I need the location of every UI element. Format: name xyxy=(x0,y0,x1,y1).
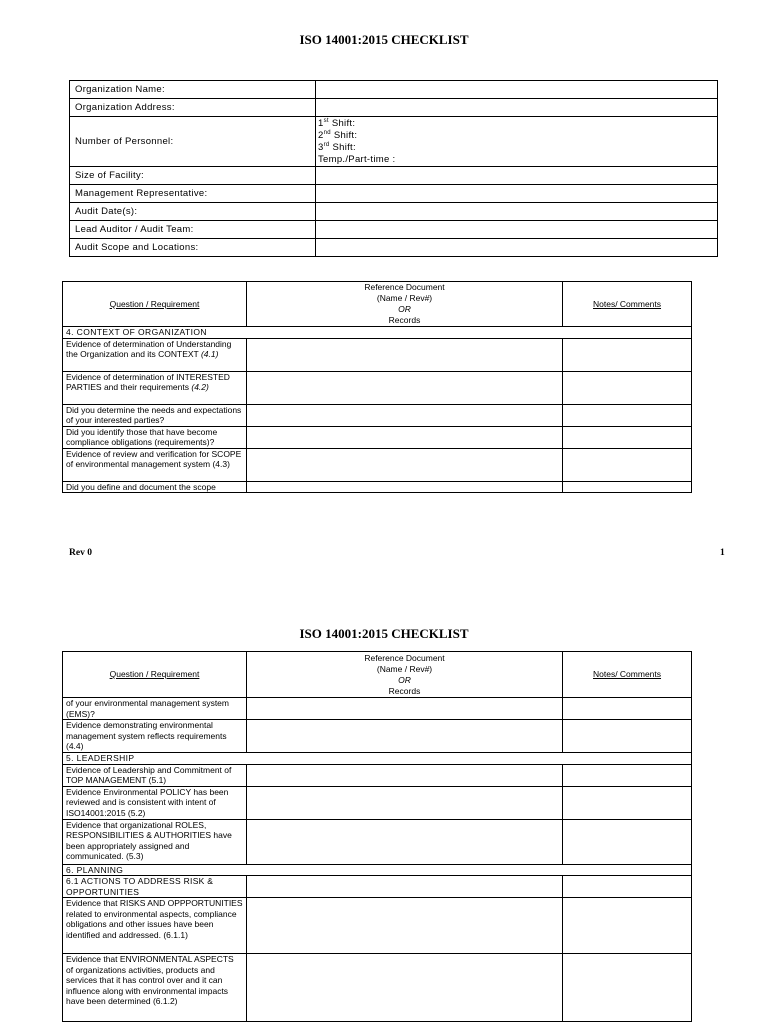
organization-address-field[interactable] xyxy=(316,99,718,117)
reference-cell[interactable] xyxy=(247,819,563,864)
notes-header: Notes/ Comments xyxy=(563,652,692,698)
shift-2-line: 2nd Shift: xyxy=(318,129,358,141)
requirement-text: 6.1 ACTIONS TO ADDRESS RISK & OPPORTUNITIES xyxy=(63,876,247,898)
audit-dates-field[interactable] xyxy=(316,203,718,221)
reference-cell[interactable] xyxy=(247,954,563,1022)
number-of-personnel-field[interactable] xyxy=(316,117,718,167)
reference-cell[interactable] xyxy=(247,371,563,404)
question-header: Question / Requirement xyxy=(63,282,247,327)
checklist-row xyxy=(63,876,692,898)
notes-cell[interactable] xyxy=(563,698,692,720)
question-header: Question / Requirement xyxy=(63,652,247,698)
notes-cell[interactable] xyxy=(563,720,692,753)
requirement-text: Evidence of determination of INTERESTED PARTIES and their requirements (4.2) xyxy=(63,371,247,404)
organization-name-field[interactable] xyxy=(316,81,718,99)
info-row xyxy=(70,99,718,117)
info-row xyxy=(70,117,718,167)
requirement-text: Evidence that RISKS AND OPPPORTUNITIES related to environmental aspects, compliance obligations and other issues have been identified and addressed. (6.1.1) xyxy=(63,898,247,954)
info-label: Lead Auditor / Audit Team: xyxy=(70,221,316,239)
info-row xyxy=(70,185,718,203)
notes-cell[interactable] xyxy=(563,426,692,448)
temp-part-time-line: Temp./Part-time : xyxy=(318,153,396,165)
checklist-table xyxy=(62,651,692,1022)
page-title: ISO 14001:2015 CHECKLIST xyxy=(299,626,469,641)
checklist-row xyxy=(63,448,692,481)
footer-page-number: 1 xyxy=(720,548,725,558)
section-row xyxy=(63,753,692,765)
requirement-text: of your environmental management system (EMS)? xyxy=(63,698,247,720)
checklist-row xyxy=(63,819,692,864)
footer-revision: Rev 0 xyxy=(69,548,92,558)
info-label: Audit Scope and Locations: xyxy=(70,239,316,257)
requirement-text: Did you determine the needs and expectations of your interested parties? xyxy=(63,404,247,426)
notes-cell[interactable] xyxy=(563,954,692,1022)
reference-cell[interactable] xyxy=(247,404,563,426)
info-row xyxy=(70,167,718,185)
info-label: Organization Address: xyxy=(70,99,316,117)
checklist-row xyxy=(63,764,692,786)
requirement-text: Evidence Environmental POLICY has been reviewed and is consistent with intent of ISO14001:2015 (5.2) xyxy=(63,786,247,819)
audit-scope-field[interactable] xyxy=(316,239,718,257)
checklist-row xyxy=(63,954,692,1022)
lead-auditor-field[interactable] xyxy=(316,221,718,239)
section-leadership: 5. LEADERSHIP xyxy=(63,753,692,765)
checklist-header-row xyxy=(63,282,692,327)
info-label: Size of Facility: xyxy=(70,167,316,185)
notes-cell[interactable] xyxy=(563,786,692,819)
checklist-row xyxy=(63,720,692,753)
info-label: Organization Name: xyxy=(70,81,316,99)
checklist-row xyxy=(63,898,692,954)
checklist-table xyxy=(62,281,692,493)
requirement-text: Evidence that organizational ROLES, RESPONSIBILITIES & AUTHORITIES have been appropriately assigned and communicated. (5.3) xyxy=(63,819,247,864)
reference-cell[interactable] xyxy=(247,720,563,753)
checklist-row xyxy=(63,371,692,404)
page-2 xyxy=(0,592,768,1024)
page-title: ISO 14001:2015 CHECKLIST xyxy=(299,32,469,47)
requirement-text: Did you define and document the scope xyxy=(63,481,247,493)
checklist-row xyxy=(63,698,692,720)
checklist-header-row xyxy=(63,652,692,698)
notes-cell[interactable] xyxy=(563,764,692,786)
organization-info-table xyxy=(69,80,718,257)
notes-cell[interactable] xyxy=(563,481,692,493)
shift-1-line: 1st Shift: xyxy=(318,117,356,129)
size-of-facility-field[interactable] xyxy=(316,167,718,185)
reference-cell[interactable] xyxy=(247,898,563,954)
info-row xyxy=(70,221,718,239)
shift-3-line: 3rd Shift: xyxy=(318,141,356,153)
reference-cell[interactable] xyxy=(247,338,563,371)
requirement-text: Did you identify those that have become compliance obligations (requirements)? xyxy=(63,426,247,448)
info-label: Audit Date(s): xyxy=(70,203,316,221)
checklist-row xyxy=(63,404,692,426)
info-label: Management Representative: xyxy=(70,185,316,203)
reference-header: Reference Document (Name / Rev#) OR Records xyxy=(247,652,563,698)
checklist-row xyxy=(63,426,692,448)
reference-cell[interactable] xyxy=(247,764,563,786)
notes-cell[interactable] xyxy=(563,448,692,481)
requirement-text: Evidence demonstrating environmental management system reflects requirements (4.4) xyxy=(63,720,247,753)
reference-cell[interactable] xyxy=(247,786,563,819)
checklist-row xyxy=(63,481,692,493)
management-representative-field[interactable] xyxy=(316,185,718,203)
notes-cell[interactable] xyxy=(563,371,692,404)
reference-cell[interactable] xyxy=(247,876,563,898)
checklist-row xyxy=(63,338,692,371)
info-row xyxy=(70,239,718,257)
notes-cell[interactable] xyxy=(563,819,692,864)
reference-cell[interactable] xyxy=(247,481,563,493)
info-row xyxy=(70,81,718,99)
requirement-text: Evidence that ENVIRONMENTAL ASPECTS of organizations activities, products and services that it has control over and it can influence along with environmental impacts have been determined (6.1.2) xyxy=(63,954,247,1022)
section-planning: 6. PLANNING xyxy=(63,864,692,876)
section-row xyxy=(63,864,692,876)
section-context: 4. CONTEXT OF ORGANIZATION xyxy=(63,327,692,339)
requirement-text: Evidence of determination of Understanding the Organization and its CONTEXT (4.1) xyxy=(63,338,247,371)
section-row xyxy=(63,327,692,339)
requirement-text: Evidence of Leadership and Commitment of TOP MANAGEMENT (5.1) xyxy=(63,764,247,786)
notes-cell[interactable] xyxy=(563,404,692,426)
notes-cell[interactable] xyxy=(563,876,692,898)
reference-cell[interactable] xyxy=(247,426,563,448)
notes-cell[interactable] xyxy=(563,898,692,954)
reference-cell[interactable] xyxy=(247,698,563,720)
notes-header: Notes/ Comments xyxy=(563,282,692,327)
info-row xyxy=(70,203,718,221)
reference-cell[interactable] xyxy=(247,448,563,481)
requirement-text: Evidence of review and verification for SCOPE of environmental management system (4.3) xyxy=(63,448,247,481)
info-label: Number of Personnel: xyxy=(70,117,316,167)
notes-cell[interactable] xyxy=(563,338,692,371)
reference-header: Reference Document (Name / Rev#) OR Records xyxy=(247,282,563,327)
checklist-row xyxy=(63,786,692,819)
